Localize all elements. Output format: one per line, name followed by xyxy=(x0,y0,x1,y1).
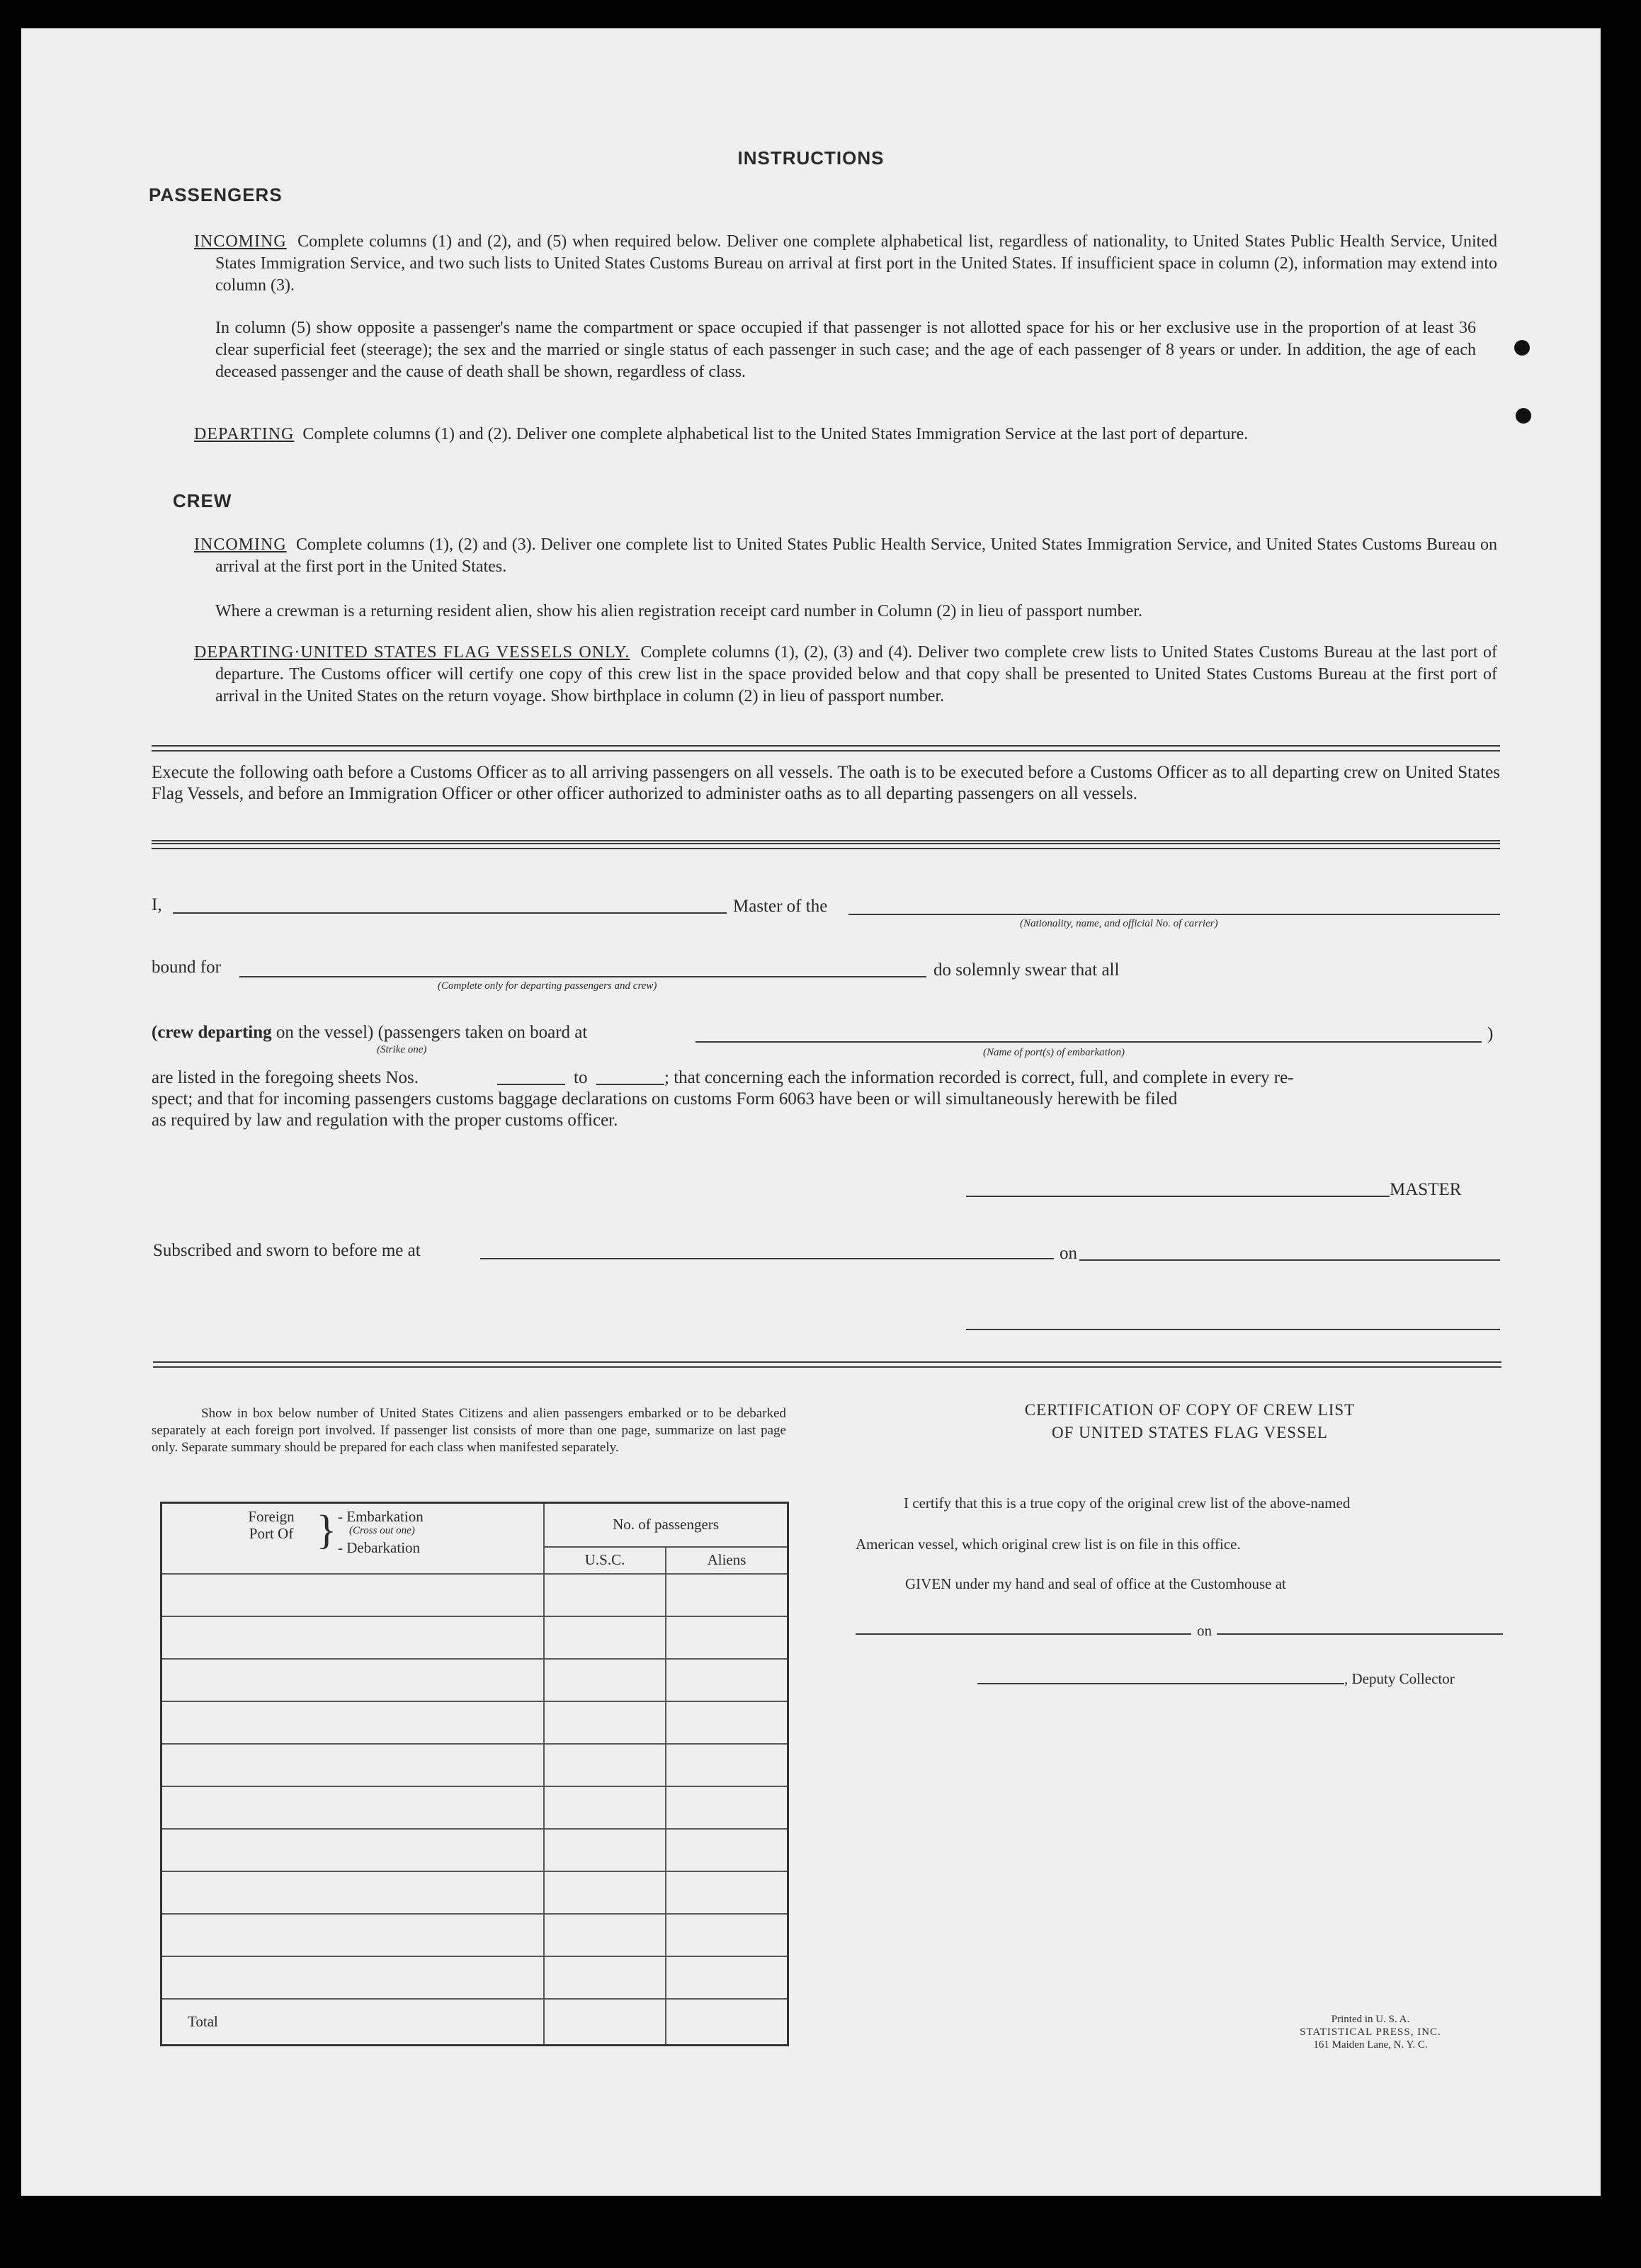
summary-row xyxy=(161,1914,788,1956)
officer-signature-field[interactable] xyxy=(966,1329,1500,1330)
punch-hole xyxy=(1514,340,1530,356)
passenger-summary-table xyxy=(160,1502,789,2046)
master-signature-field[interactable] xyxy=(966,1196,1390,1197)
port-cell[interactable] xyxy=(161,1914,545,1956)
summary-row xyxy=(161,1701,788,1744)
subscribed-label: Subscribed and sworn to before me at xyxy=(153,1241,421,1260)
passengers-incoming-label: INCOMING xyxy=(194,232,287,251)
crew-departing-label: DEPARTING·UNITED STATES FLAG VESSELS ONLY. xyxy=(194,643,630,662)
deputy-signature-field[interactable] xyxy=(977,1683,1344,1684)
aliens-cell[interactable] xyxy=(666,1574,788,1616)
master-name-field[interactable] xyxy=(173,912,727,914)
port-cell[interactable] xyxy=(161,1574,545,1616)
listed-text-b: ; that concerning each the information recorded is correct, full, and complete in every re- xyxy=(664,1068,1294,1087)
passengers-taken-option[interactable]: (passengers taken on board at xyxy=(377,1023,588,1042)
close-paren: ) xyxy=(1487,1024,1494,1043)
summary-rows xyxy=(161,1574,788,1999)
certification-title-line1: CERTIFICATION OF COPY OF CREW LIST xyxy=(1024,1401,1356,1419)
oath-line-2: spect; and that for incoming passengers customs baggage declarations on customs Form 6063 have been or will simultaneously herewith be filed xyxy=(152,1089,1178,1109)
aliens-cell[interactable] xyxy=(666,1914,788,1956)
printer-line1: Printed in U. S. A. xyxy=(1331,2014,1410,2025)
printer-imprint xyxy=(1254,2013,1487,2051)
passengers-departing-text: Complete columns (1) and (2). Deliver one complete alphabetical list to the United States Immigration Service at the last port of departure. xyxy=(302,425,1249,443)
section-divider xyxy=(153,1361,1501,1368)
printer-line2: STATISTICAL PRESS, INC. xyxy=(1300,2026,1441,2038)
port-cell[interactable] xyxy=(161,1956,545,1999)
total-aliens-cell[interactable] xyxy=(666,1999,788,2046)
master-of-the-label: Master of the xyxy=(733,897,828,916)
port-cell[interactable] xyxy=(161,1829,545,1871)
aliens-cell[interactable] xyxy=(666,1744,788,1786)
certification-title-line2: OF UNITED STATES FLAG VESSEL xyxy=(1052,1424,1328,1441)
crew-incoming-label: INCOMING xyxy=(194,535,287,554)
summary-row xyxy=(161,1659,788,1701)
sheet-from-field[interactable] xyxy=(497,1084,565,1085)
certification-on-label: on xyxy=(1197,1622,1212,1639)
bound-for-label: bound for xyxy=(152,958,221,977)
listed-line xyxy=(152,1068,419,1088)
usc-cell[interactable] xyxy=(544,1701,666,1744)
usc-cell[interactable] xyxy=(544,1914,666,1956)
port-cell[interactable] xyxy=(161,1701,545,1744)
embarkation-port-field[interactable] xyxy=(695,1041,1482,1043)
listed-to-label: to xyxy=(574,1068,588,1087)
usc-cell[interactable] xyxy=(544,1744,666,1786)
aliens-cell[interactable] xyxy=(666,1616,788,1659)
sworn-on-label: on xyxy=(1060,1244,1077,1263)
total-usc-cell[interactable] xyxy=(544,1999,666,2046)
summary-instructions: Show in box below number of United States Citizens and alien passengers embarked or to be debarked separately at each foreign port involved. If passenger list consists of more than one page, summarize on last page only. Separate summary should be prepared for each class when manifested separately. xyxy=(152,1406,786,1455)
certification-line3: GIVEN under my hand and seal of office at the Customhouse at xyxy=(905,1575,1286,1592)
usc-cell[interactable] xyxy=(544,1871,666,1914)
passengers-departing-label: DEPARTING xyxy=(194,425,295,443)
listed-text-a: are listed in the foregoing sheets Nos. xyxy=(152,1068,419,1087)
usc-cell[interactable] xyxy=(544,1956,666,1999)
summary-row xyxy=(161,1871,788,1914)
sworn-date-field[interactable] xyxy=(1079,1259,1500,1261)
usc-cell[interactable] xyxy=(544,1786,666,1829)
usc-cell[interactable] xyxy=(544,1574,666,1616)
crew-departing-paragraph xyxy=(194,642,1497,708)
form-page xyxy=(21,28,1601,2196)
vessel-line xyxy=(152,1023,587,1043)
deputy-collector-label: , Deputy Collector xyxy=(1344,1670,1455,1687)
crew-resident-paragraph: Where a crewman is a returning resident alien, show his alien registration receipt card number in Column (2) in lieu of passport number. xyxy=(215,602,1142,620)
oath-i-label: I, xyxy=(152,895,162,914)
section-divider xyxy=(152,843,1500,849)
cross-out-note: (Cross out one) xyxy=(349,1525,415,1536)
certification-line1: I certify that this is a true copy of the original crew list of the above-named xyxy=(904,1495,1351,1512)
certification-date-field[interactable] xyxy=(1217,1633,1503,1635)
carrier-field[interactable] xyxy=(848,914,1500,915)
port-cell[interactable] xyxy=(161,1871,545,1914)
crew-incoming-paragraph xyxy=(194,534,1497,578)
customhouse-field[interactable] xyxy=(856,1633,1191,1635)
port-cell[interactable] xyxy=(161,1659,545,1701)
summary-row xyxy=(161,1574,788,1616)
crew-departing-option[interactable]: (crew departing xyxy=(152,1023,272,1042)
no-of-passengers-header: No. of passengers xyxy=(544,1503,788,1547)
usc-cell[interactable] xyxy=(544,1659,666,1701)
brace: } xyxy=(317,1507,336,1553)
aliens-cell[interactable] xyxy=(666,1829,788,1871)
port-header-cell xyxy=(161,1503,545,1574)
total-label: Total xyxy=(161,1999,545,2046)
foreign-port-of-label: Foreign Port Of xyxy=(248,1508,295,1542)
sheet-to-field[interactable] xyxy=(596,1084,664,1085)
crew-departing-text: Complete columns (1), (2), (3) and (4). Deliver two complete crew lists to United States Customs Bureau at the last port of departure. The Customs officer will certify one copy of this crew list in the space provided below and that copy shall be presented to United States Customs Bureau at the first port of arrival in the United States on the return voyage. Show birthplace in column (2) in lieu of passport number. xyxy=(215,643,1498,705)
crew-heading: CREW xyxy=(173,490,232,511)
bound-for-field[interactable] xyxy=(239,976,926,977)
punch-hole xyxy=(1516,408,1531,424)
printer-line3: 161 Maiden Lane, N. Y. C. xyxy=(1313,2039,1428,2051)
aliens-cell[interactable] xyxy=(666,1701,788,1744)
summary-row xyxy=(161,1956,788,1999)
passengers-incoming-text: Complete columns (1) and (2), and (5) when required below. Deliver one complete alphabetical list, regardless of nationality, to United States Public Health Service, United States Immigration Service, and two such lists to United States Customs Bureau on arrival at first port in the United States. If insufficient space in column (2), information may extend into column (3). xyxy=(215,232,1497,295)
aliens-header: Aliens xyxy=(666,1547,788,1574)
port-cell[interactable] xyxy=(161,1786,545,1829)
passengers-departing-paragraph xyxy=(194,424,1497,446)
crew-incoming-text: Complete columns (1), (2) and (3). Deliver one complete list to United States Public Health Service, United States Immigration Service, and United States Customs Bureau on arrival at the first port in the United States. xyxy=(215,535,1497,576)
carrier-note: (Nationality, name, and official No. of carrier) xyxy=(1020,918,1218,929)
page-title: INSTRUCTIONS xyxy=(737,147,885,169)
on-the-vessel-text: on the vessel) xyxy=(276,1023,374,1042)
aliens-cell[interactable] xyxy=(666,1871,788,1914)
passengers-column5-paragraph: In column (5) show opposite a passenger's name the compartment or space occupied if that passenger is not allotted space for his or her exclusive use in the proportion of at least 36 clear superficial feet (steerage); the sex and the married or single status of each passenger in such case; and the age of each passenger of 8 years or under. In addition, the age of each deceased passenger and the cause of death shall be shown, regardless of class. xyxy=(215,319,1476,381)
section-divider xyxy=(152,840,1500,841)
passengers-incoming-paragraph xyxy=(194,231,1497,297)
ports-note: (Name of port(s) of embarkation) xyxy=(983,1047,1125,1058)
usc-cell[interactable] xyxy=(544,1829,666,1871)
aliens-cell[interactable] xyxy=(666,1956,788,1999)
swear-text: do solemnly swear that all xyxy=(933,960,1120,980)
certification-line2: American vessel, which original crew list is on file in this office. xyxy=(856,1536,1241,1553)
master-label: MASTER xyxy=(1390,1180,1462,1199)
summary-row xyxy=(161,1786,788,1829)
section-divider xyxy=(152,745,1500,752)
sworn-place-field[interactable] xyxy=(480,1258,1054,1259)
oath-intro-paragraph: Execute the following oath before a Customs Officer as to all arriving passengers on all vessels. The oath is to be executed before a Customs Officer as to all departing crew on United States Flag Vessels, and before an Immigration Officer or other officer authorized to administer oaths as to all departing passengers on all vessels. xyxy=(152,763,1500,803)
strike-one-note: (Strike one) xyxy=(377,1044,427,1055)
embarkation-option[interactable]: - Embarkation xyxy=(338,1508,424,1525)
usc-header: U.S.C. xyxy=(544,1547,666,1574)
debarkation-option[interactable]: - Debarkation xyxy=(338,1539,421,1556)
summary-row xyxy=(161,1744,788,1786)
port-cell[interactable] xyxy=(161,1744,545,1786)
bound-for-note: (Complete only for departing passengers and crew) xyxy=(438,980,657,992)
aliens-cell[interactable] xyxy=(666,1786,788,1829)
aliens-cell[interactable] xyxy=(666,1659,788,1701)
port-cell[interactable] xyxy=(161,1616,545,1659)
summary-row xyxy=(161,1616,788,1659)
summary-row xyxy=(161,1829,788,1871)
oath-line-3: as required by law and regulation with the proper customs officer. xyxy=(152,1111,618,1130)
usc-cell[interactable] xyxy=(544,1616,666,1659)
passengers-heading: PASSENGERS xyxy=(149,184,283,205)
